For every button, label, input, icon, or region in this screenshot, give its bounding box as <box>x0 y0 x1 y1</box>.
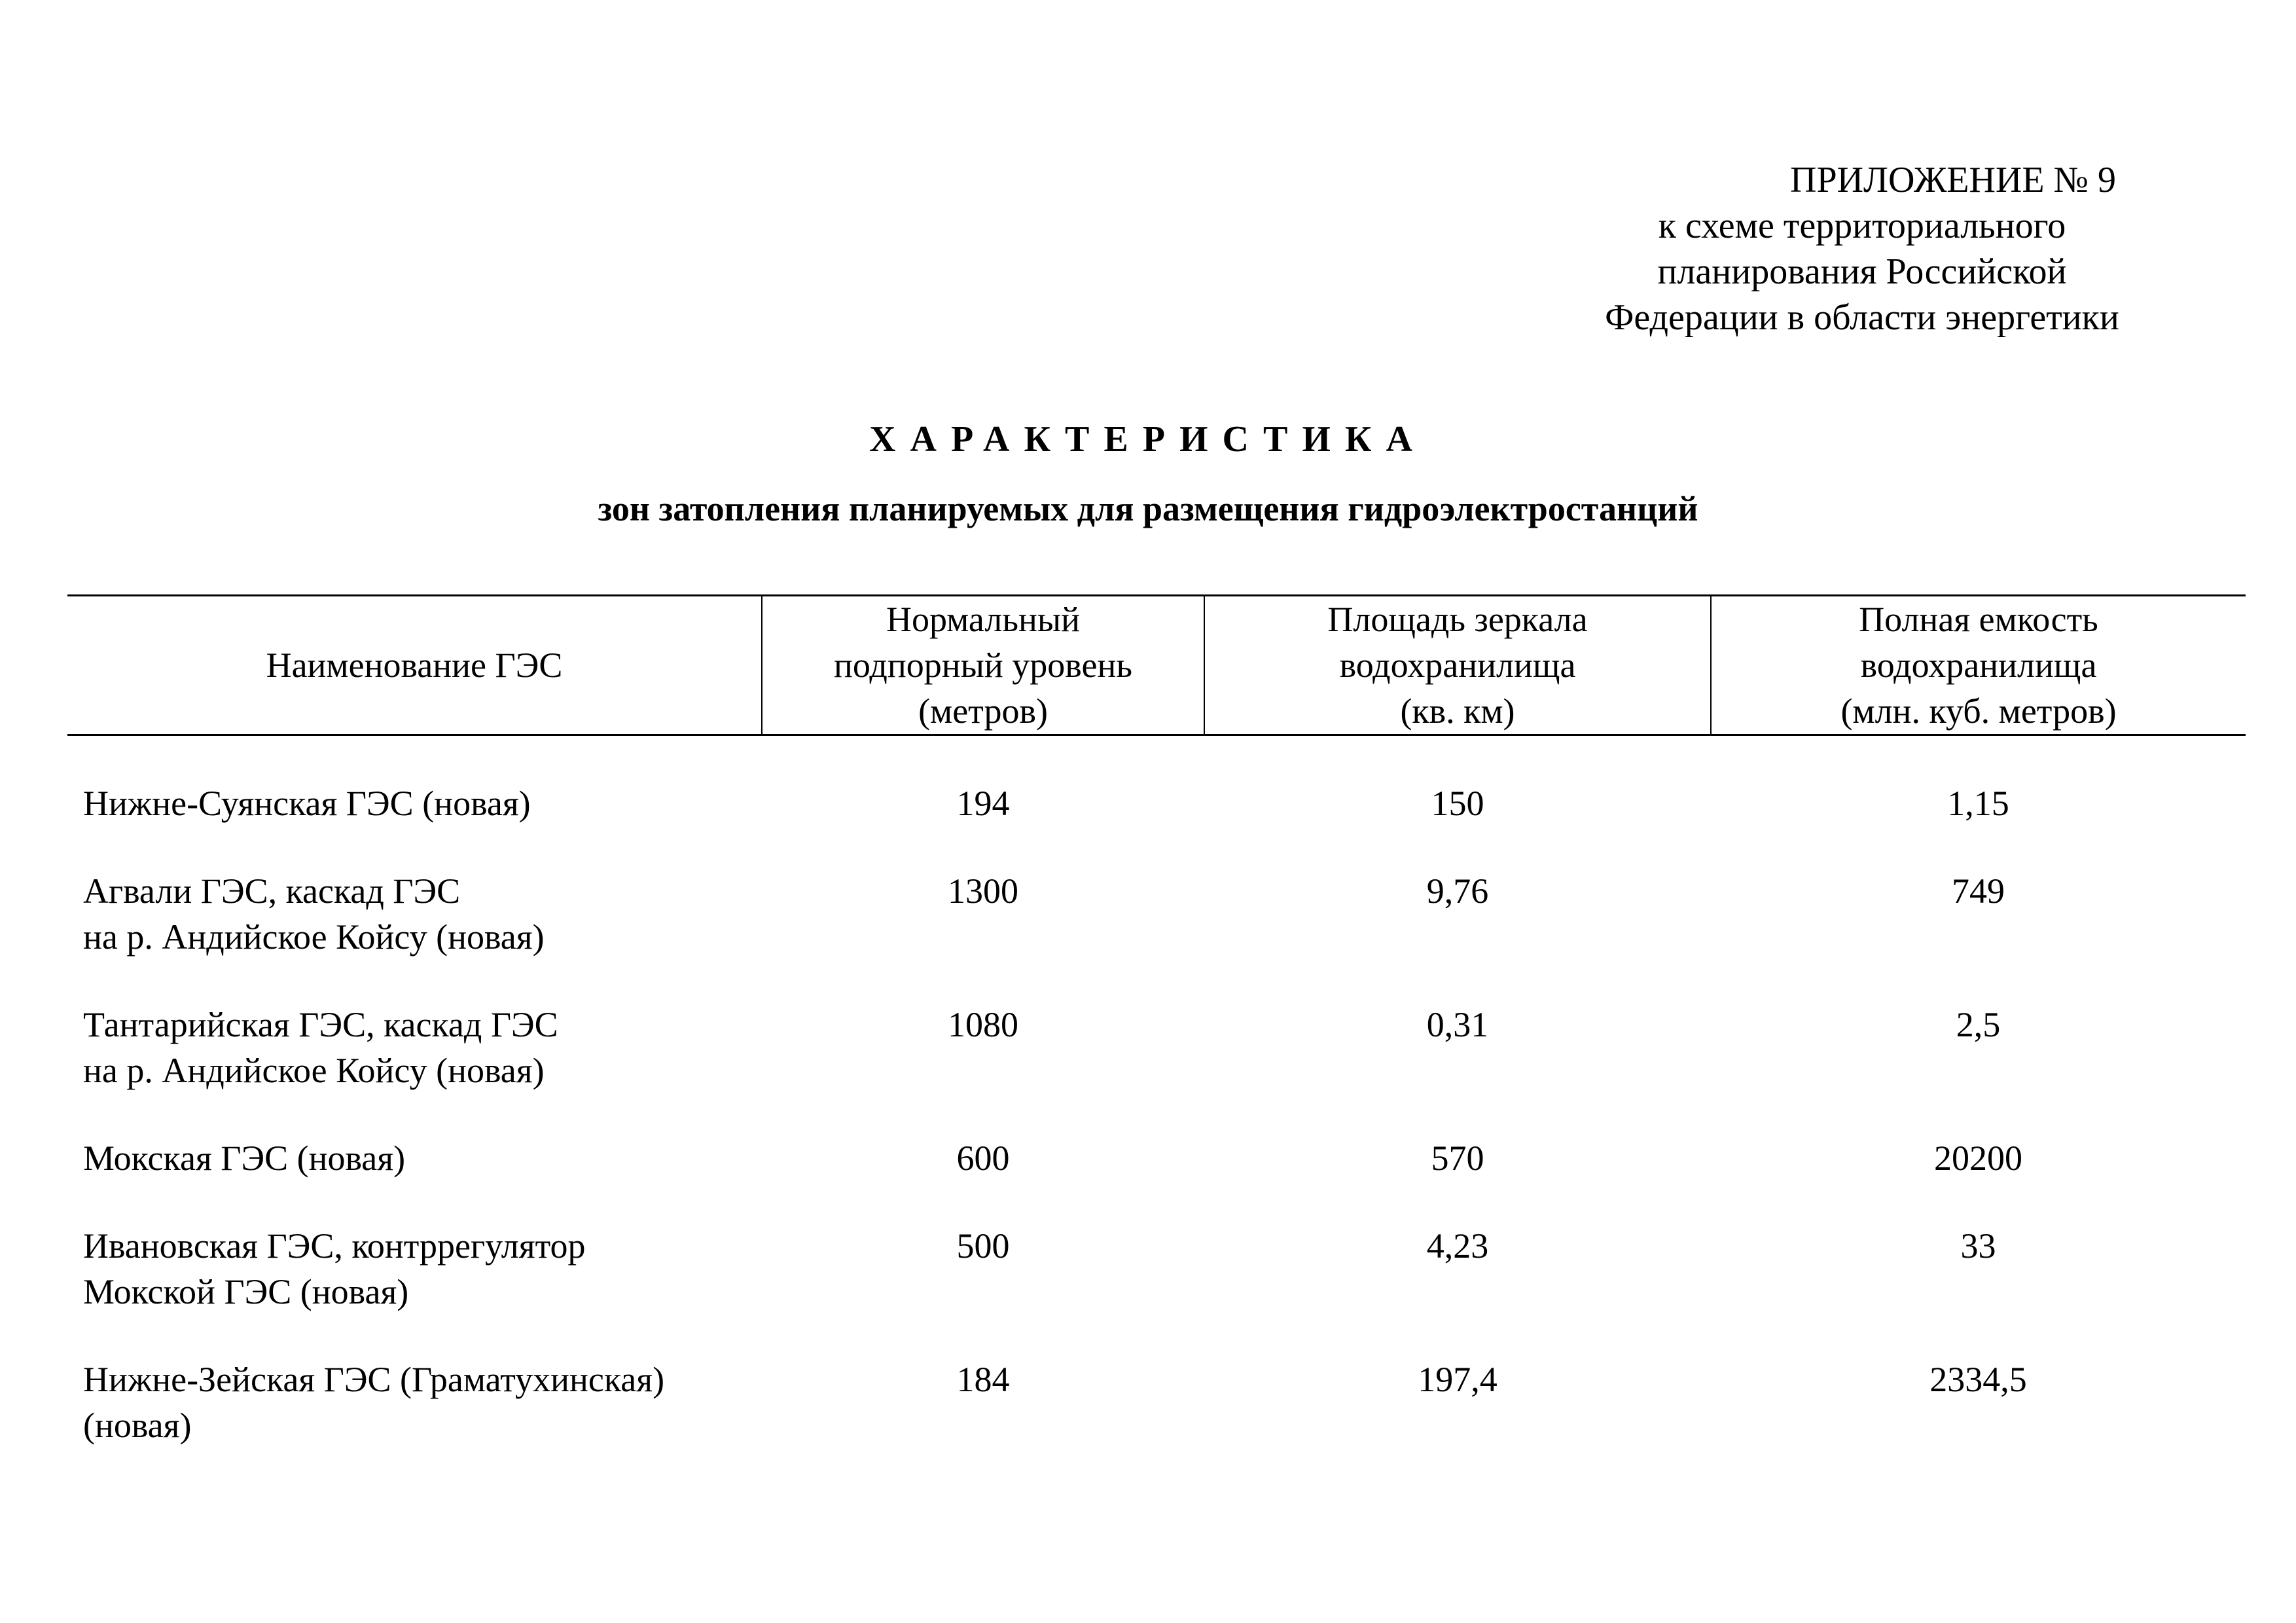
appendix-line: планирования Российской <box>1657 251 2067 292</box>
header-reservoir-area: Площадь зеркала водохранилища (кв. км) <box>1204 596 1711 735</box>
hydro-stations-table <box>67 594 2246 1490</box>
table-row <box>67 735 2246 869</box>
table-header-row <box>67 596 2246 735</box>
document-subtitle: зон затопления планируемых для размещения гидроэлектростанций <box>598 489 1698 528</box>
station-name: Тантарийская ГЭС, каскад ГЭС на р. Андийское Койсу (новая) <box>83 1005 558 1090</box>
reservoir-volume: 2334,5 <box>1929 1360 2027 1399</box>
station-name: Ивановская ГЭС, контррегулятор Мокской ГЭС (новая) <box>83 1226 586 1311</box>
reservoir-volume: 33 <box>1960 1226 1996 1266</box>
water-level: 184 <box>956 1360 1010 1399</box>
water-level: 600 <box>956 1139 1010 1178</box>
station-name: Нижне-Суянская ГЭС (новая) <box>83 784 531 823</box>
reservoir-volume: 1,15 <box>1947 784 2009 823</box>
reservoir-area: 9,76 <box>1426 871 1489 911</box>
reservoir-area: 0,31 <box>1426 1005 1489 1044</box>
reservoir-area: 150 <box>1431 784 1484 823</box>
reservoir-volume: 20200 <box>1934 1139 2022 1178</box>
header-reservoir-volume: Полная емкость водохранилища (млн. куб. метров) <box>1711 596 2246 735</box>
reservoir-area: 4,23 <box>1426 1226 1489 1266</box>
reservoir-area: 197,4 <box>1418 1360 1498 1399</box>
appendix-block <box>1568 157 2157 340</box>
station-name: Агвали ГЭС, каскад ГЭС на р. Андийское Койсу (новая) <box>83 871 545 957</box>
table-row <box>67 868 2246 1002</box>
table-row <box>67 1002 2246 1135</box>
header-water-level: Нормальный подпорный уровень (метров) <box>762 596 1204 735</box>
water-level: 194 <box>956 784 1010 823</box>
water-level: 1300 <box>948 871 1018 911</box>
station-name: Нижне-Зейская ГЭС (Граматухинская) (новая) <box>83 1360 665 1445</box>
table-row <box>67 1135 2246 1223</box>
document-title: ХАРАКТЕРИСТИКА <box>869 419 1427 460</box>
appendix-title: ПРИЛОЖЕНИЕ № 9 <box>1790 160 2116 200</box>
water-level: 1080 <box>948 1005 1018 1044</box>
reservoir-volume: 2,5 <box>1956 1005 2001 1044</box>
water-level: 500 <box>956 1226 1010 1266</box>
station-name: Мокская ГЭС (новая) <box>83 1139 406 1178</box>
header-station-name: Наименование ГЭС <box>67 596 762 735</box>
reservoir-area: 570 <box>1431 1139 1484 1178</box>
table-row <box>67 1223 2246 1357</box>
reservoir-volume: 749 <box>1952 871 2005 911</box>
appendix-line: к схеме территориального <box>1658 206 2066 246</box>
table-row <box>67 1357 2246 1490</box>
appendix-line: Федерации в области энергетики <box>1605 297 2119 338</box>
